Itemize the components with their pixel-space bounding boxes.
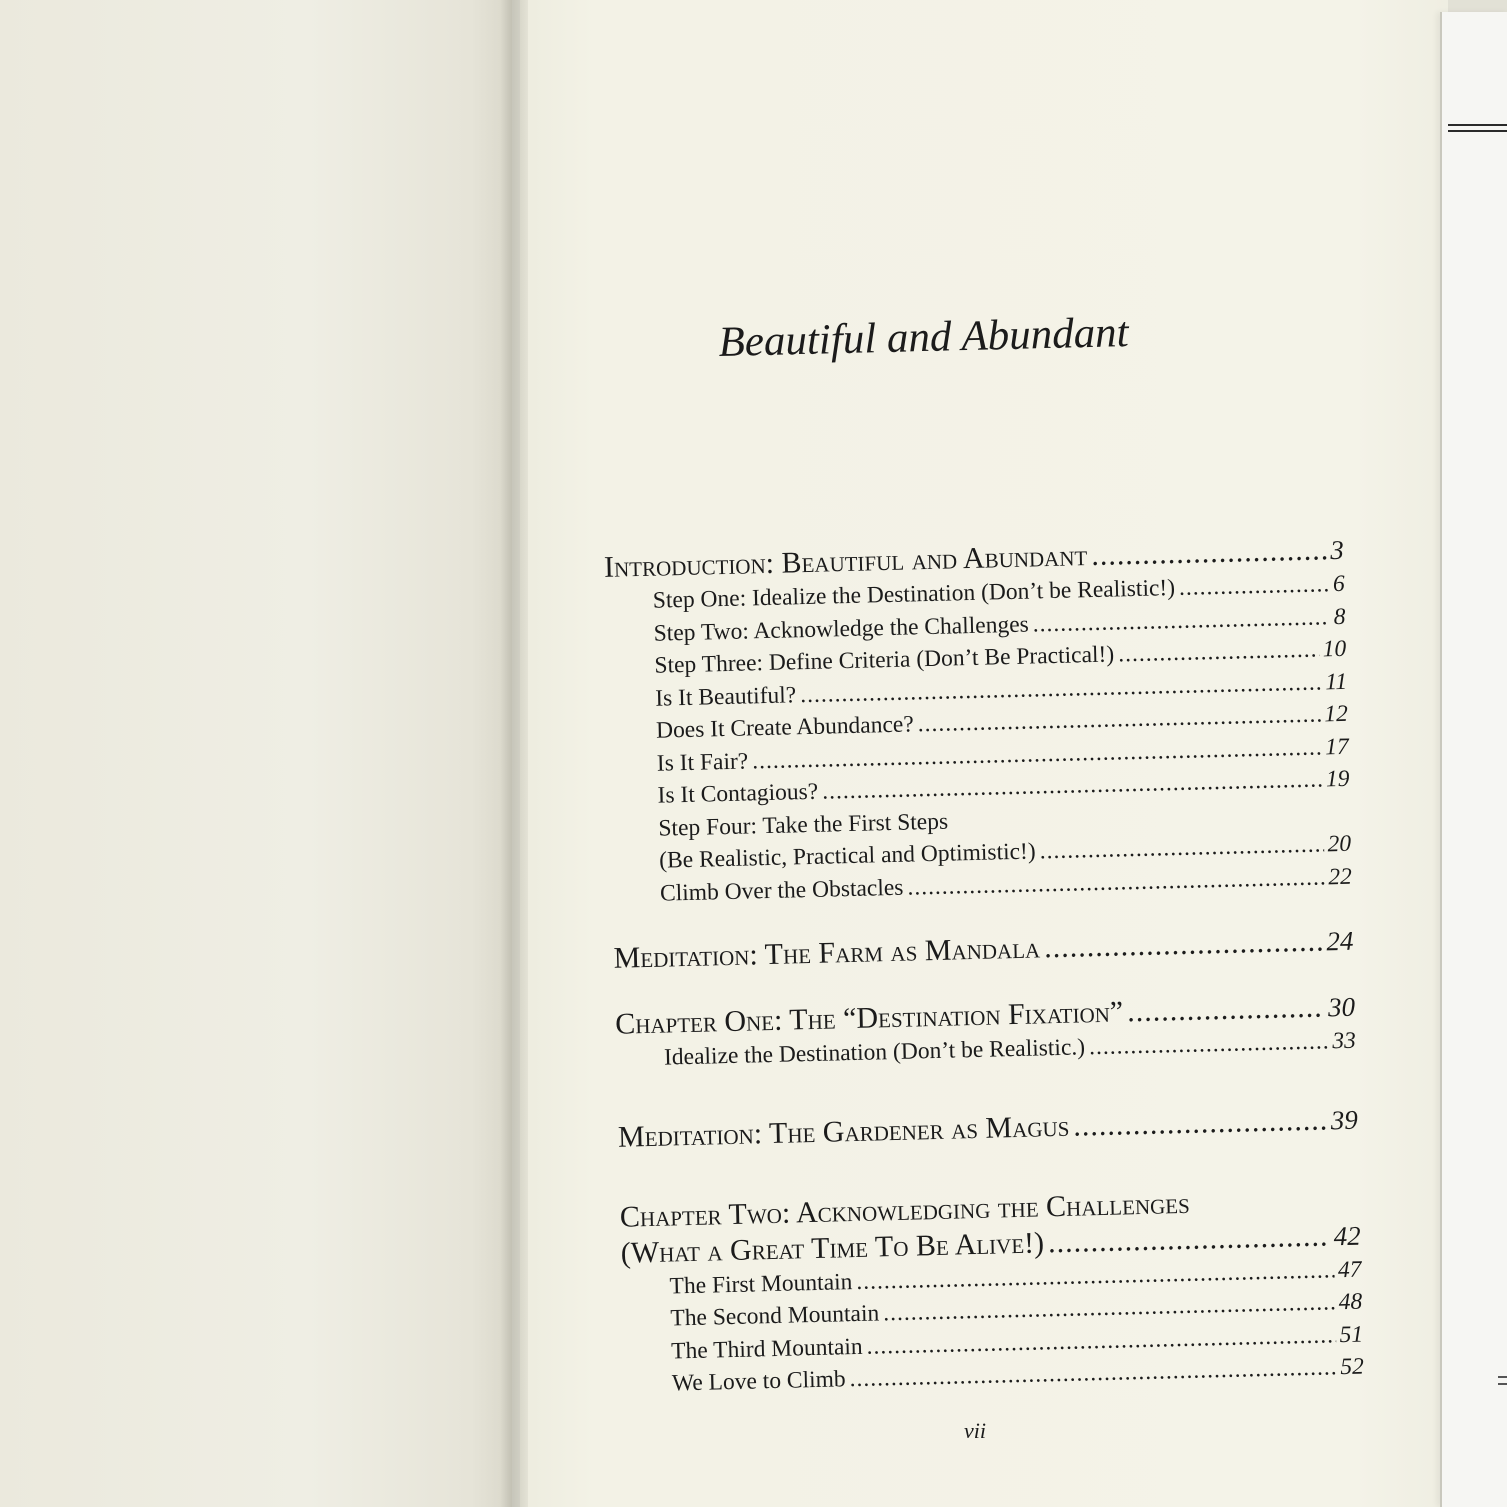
toc-entry-page: 12	[1324, 700, 1349, 728]
leader-dots	[1118, 633, 1319, 670]
toc-entry-label: Chapter One: The “Destination Fixation”	[614, 995, 1124, 1041]
toc-entry-label: The First Mountain	[669, 1268, 853, 1300]
toc-entry-label: Is It Fair?	[656, 747, 749, 777]
toc-entry-page: 30	[1327, 991, 1356, 1023]
toc-entry-label: (Be Realistic, Practical and Optimistic!)	[658, 838, 1036, 874]
toc-entry-page: 20	[1327, 830, 1352, 858]
toc-entry-page: 6	[1332, 570, 1345, 598]
book-title: Beautiful and Abundant	[718, 309, 1130, 367]
toc-entry-page: 39	[1330, 1104, 1359, 1135]
toc-entry-label: (What a Great Time To Be Alive!)	[620, 1225, 1045, 1270]
left-page	[0, 0, 512, 1507]
book-gutter	[500, 0, 528, 1507]
toc-entry-label: The Third Mountain	[670, 1333, 863, 1365]
leader-dots	[1073, 1102, 1327, 1144]
toc-entry-page: 22	[1328, 863, 1353, 890]
toc-entry-label: Step One: Idealize the Destination (Don’t be Realistic!)	[652, 574, 1176, 614]
edge-line	[1448, 124, 1507, 126]
toc-entry-page: 48	[1338, 1288, 1363, 1316]
leader-dots	[1091, 532, 1327, 574]
book-cover-edge	[1440, 12, 1507, 1507]
toc-entry-page: 10	[1322, 635, 1347, 663]
edge-line	[1448, 130, 1507, 132]
toc-entry-label: The Second Mountain	[670, 1300, 880, 1332]
toc-entry-label: Is It Beautiful?	[654, 681, 797, 712]
page-number: vii	[964, 1418, 986, 1443]
table-of-contents	[598, 302, 1364, 1401]
toc-entry-label: Idealize the Destination (Don’t be Realistic.)	[663, 1034, 1086, 1071]
toc-entry-label: Meditation: The Farm as Mandala	[613, 931, 1041, 975]
toc-entry-page: 19	[1325, 765, 1350, 793]
toc-entry-page: 3	[1329, 534, 1345, 566]
edge-tick	[1498, 1376, 1507, 1378]
toc-entry-step-four-line1: Step Four: Take the First Steps	[658, 808, 949, 842]
edge-tick	[1498, 1383, 1507, 1385]
leader-dots	[1127, 989, 1325, 1030]
toc-entry-label: Climb Over the Obstacles	[659, 874, 904, 907]
toc-entry-chapter-two-line1: Chapter Two: Acknowledging the Challenges	[619, 1186, 1191, 1234]
toc-entry-page: 24	[1326, 925, 1354, 957]
toc-entry-page: 42	[1333, 1220, 1361, 1251]
toc-entry-label: Introduction: Beautiful and Abundant	[603, 539, 1088, 584]
toc-entry-page: 8	[1333, 603, 1346, 630]
toc-entry-page: 33	[1332, 1027, 1357, 1055]
toc-entry-label: Step Two: Acknowledge the Challenges	[653, 611, 1030, 647]
leader-dots	[1089, 1025, 1329, 1063]
toc-entry-label: We Love to Climb	[671, 1366, 846, 1397]
toc-entry-label: Meditation: The Gardener as Magus	[617, 1109, 1070, 1154]
toc-entry-page: 47	[1337, 1256, 1362, 1283]
leader-dots	[1044, 923, 1323, 966]
toc-entry-label: Step Three: Define Criteria (Don’t Be Practical!)	[654, 641, 1115, 679]
toc-entry-page: 17	[1324, 733, 1349, 760]
toc-entry-label: Does It Create Abundance?	[655, 711, 915, 744]
toc-entry-page: 52	[1339, 1353, 1365, 1381]
toc-entry-label: Is It Contagious?	[657, 778, 819, 809]
toc-entry-page: 51	[1339, 1321, 1364, 1348]
toc-entry-page: 11	[1324, 668, 1348, 695]
leader-dots	[1179, 568, 1330, 604]
